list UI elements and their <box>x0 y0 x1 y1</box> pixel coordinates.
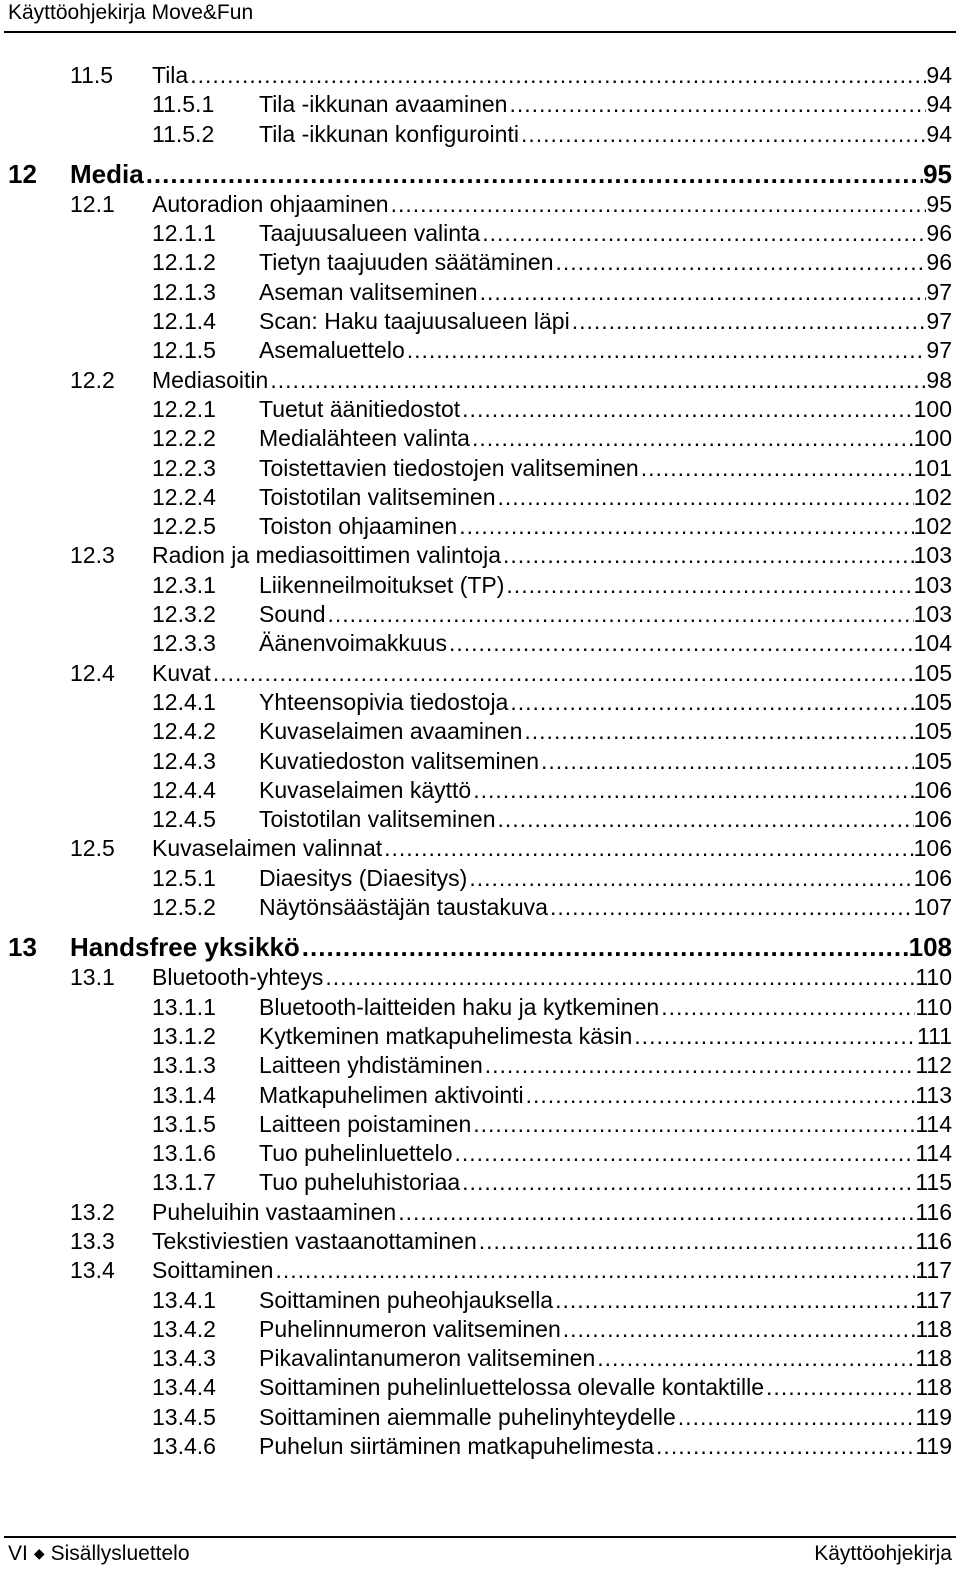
toc-page-number: 112 <box>915 1052 952 1079</box>
toc-row[interactable] <box>0 219 960 248</box>
toc-page-number: 107 <box>913 894 952 921</box>
toc-number: 12.5.1 <box>152 864 216 891</box>
toc-title: Matkapuhelimen aktivointi <box>259 1081 524 1108</box>
toc-dot-leader <box>213 659 914 688</box>
toc-dot-leader <box>459 512 913 541</box>
toc-page-number: 111 <box>917 1022 952 1049</box>
footer-page-label: VI <box>8 1542 28 1565</box>
toc-entry <box>259 1110 952 1139</box>
toc-row[interactable] <box>0 1227 960 1256</box>
toc-title: Scan: Haku taajuusalueen läpi <box>259 308 570 335</box>
toc-row[interactable] <box>0 1315 960 1344</box>
toc-entry <box>259 993 952 1022</box>
toc-page-number: 105 <box>913 659 952 686</box>
toc-row[interactable] <box>0 395 960 424</box>
toc-row[interactable] <box>0 1022 960 1051</box>
toc-dot-leader <box>572 307 927 336</box>
toc-number: 12.4.1 <box>152 688 216 715</box>
toc-row[interactable] <box>0 307 960 336</box>
toc-row[interactable] <box>0 1110 960 1139</box>
toc-row[interactable] <box>0 366 960 395</box>
toc-title: Aseman valitseminen <box>259 278 478 305</box>
toc-row[interactable] <box>0 1432 960 1461</box>
toc-number: 13.1 <box>70 964 115 991</box>
toc-title: Taajuusalueen valinta <box>259 220 481 247</box>
toc-row[interactable] <box>0 336 960 365</box>
toc-dot-leader <box>526 1081 916 1110</box>
toc-number: 12.4.3 <box>152 747 216 774</box>
toc-number: 12.5.2 <box>152 894 216 921</box>
toc-title: Puhelun siirtäminen matkapuhelimesta <box>259 1433 655 1460</box>
toc-entry <box>259 776 952 805</box>
toc-title: Mediasoitin <box>152 366 269 393</box>
toc-title: Näytönsäästäjän taustakuva <box>259 894 548 921</box>
toc-number: 12.1.3 <box>152 278 216 305</box>
toc-number: 12.1.1 <box>152 220 216 247</box>
toc-number: 12.2 <box>70 366 115 393</box>
toc-page-number: 119 <box>915 1433 952 1460</box>
toc-row[interactable] <box>0 600 960 629</box>
toc-number: 12.2.2 <box>152 425 216 452</box>
toc-dot-leader <box>482 219 926 248</box>
toc-row[interactable] <box>0 1051 960 1080</box>
toc-title: Asemaluettelo <box>259 337 405 364</box>
toc-entry <box>152 963 952 992</box>
toc-number: 12.1.5 <box>152 337 216 364</box>
toc-dot-leader <box>328 600 914 629</box>
toc-row[interactable] <box>0 1168 960 1197</box>
toc-row[interactable] <box>0 776 960 805</box>
toc-row[interactable] <box>0 1403 960 1432</box>
toc-row[interactable] <box>0 248 960 277</box>
toc-row[interactable] <box>0 688 960 717</box>
toc-number: 12.5 <box>70 835 115 862</box>
toc-number: 11.5 <box>70 62 114 88</box>
toc-title: Kuvaselaimen valinnat <box>152 835 383 862</box>
footer-right: Käyttöohjekirja <box>814 1542 952 1565</box>
toc-entry <box>259 248 952 277</box>
toc-entry <box>259 1432 952 1461</box>
toc-dot-leader <box>641 454 914 483</box>
toc-dot-leader <box>469 864 913 893</box>
toc-page-number: 105 <box>913 718 952 745</box>
toc-title: Tekstiviestien vastaanottaminen <box>152 1227 477 1254</box>
toc-row[interactable] <box>0 1373 960 1402</box>
toc-title: Kytkeminen matkapuhelimesta käsin <box>259 1022 633 1049</box>
toc-page-number: 116 <box>915 1227 952 1254</box>
toc-page-number: 106 <box>913 835 952 862</box>
toc-number: 13 <box>8 932 37 963</box>
toc-title: Soittaminen puheohjauksella <box>259 1286 554 1313</box>
toc-dot-leader <box>302 927 909 967</box>
toc-entry <box>259 1373 952 1402</box>
toc-page-number: 103 <box>913 571 952 598</box>
toc-number: 12.4.5 <box>152 806 216 833</box>
toc-row[interactable] <box>0 805 960 834</box>
toc-number: 12.4 <box>70 659 115 686</box>
toc-entry <box>259 120 952 149</box>
toc-page-number: 108 <box>908 932 952 963</box>
toc-title: Soittaminen <box>152 1257 274 1284</box>
toc-title: Pikavalintanumeron valitseminen <box>259 1345 596 1372</box>
toc-number: 12.2.3 <box>152 454 216 481</box>
toc-dot-leader <box>766 1373 915 1402</box>
toc-page-number: 118 <box>915 1345 952 1372</box>
toc-title: Tuo puheluhistoriaa <box>259 1169 461 1196</box>
toc-title: Medialähteen valinta <box>259 425 470 452</box>
toc-page-number: 119 <box>915 1403 952 1430</box>
toc-entry <box>259 1051 952 1080</box>
toc-number: 13.4.4 <box>152 1374 216 1401</box>
toc-number: 13.4.5 <box>152 1403 216 1430</box>
diamond-icon: ◆ <box>33 1545 45 1561</box>
toc-entry <box>152 1198 952 1227</box>
toc-entry <box>259 893 952 922</box>
toc-page-number: 95 <box>926 190 952 217</box>
toc-title: Laitteen yhdistäminen <box>259 1052 483 1079</box>
toc-entry <box>259 512 952 541</box>
toc-title: Tila <box>152 62 189 88</box>
toc-entry <box>259 1315 952 1344</box>
toc-row[interactable] <box>0 659 960 688</box>
toc-dot-leader <box>480 278 927 307</box>
toc-entry <box>152 541 952 570</box>
toc-title: Kuvaselaimen käyttö <box>259 776 472 803</box>
toc-title: Kuvaselaimen avaaminen <box>259 718 523 745</box>
toc-dot-leader <box>656 1432 915 1461</box>
toc-page-number: 102 <box>913 513 952 540</box>
toc-page-number: 110 <box>915 964 952 991</box>
toc-dot-leader <box>391 190 927 219</box>
toc-dot-leader <box>455 1139 916 1168</box>
toc-entry <box>259 1022 952 1051</box>
toc-number: 13.1.4 <box>152 1081 216 1108</box>
toc-row[interactable] <box>0 1198 960 1227</box>
toc-title: Toistettavien tiedostojen valitseminen <box>259 454 639 481</box>
toc-page-number: 106 <box>913 806 952 833</box>
toc-dot-leader <box>506 571 913 600</box>
toc-dot-leader <box>509 90 926 119</box>
toc-entry <box>259 278 952 307</box>
toc-row[interactable] <box>0 747 960 776</box>
toc-number: 12.3 <box>70 542 115 569</box>
toc-page-number: 100 <box>913 395 952 422</box>
toc-dot-leader <box>485 1051 916 1080</box>
toc-dot-leader <box>270 366 926 395</box>
toc-page-number: 105 <box>913 688 952 715</box>
toc-title: Puheluihin vastaaminen <box>152 1198 397 1225</box>
toc-number: 13.4.6 <box>152 1433 216 1460</box>
toc-row[interactable] <box>0 512 960 541</box>
toc-entry <box>259 1139 952 1168</box>
toc-title: Tila -ikkunan konfigurointi <box>259 120 519 147</box>
toc-page-number: 106 <box>913 864 952 891</box>
toc-number: 12.1 <box>70 190 115 217</box>
toc-dot-leader <box>563 1315 916 1344</box>
toc-number: 12.2.1 <box>152 395 216 422</box>
toc-title: Soittaminen puhelinluettelossa olevalle kontaktille <box>259 1374 765 1401</box>
toc-entry <box>259 1081 952 1110</box>
toc-title: Tila -ikkunan avaaminen <box>259 91 508 118</box>
toc-dot-leader <box>521 120 926 149</box>
toc-entry <box>259 629 952 658</box>
toc-number: 12.3.2 <box>152 601 216 628</box>
toc-title: Laitteen poistaminen <box>259 1110 472 1137</box>
toc-number: 12.3.1 <box>152 571 216 598</box>
toc-page-number: 103 <box>913 601 952 628</box>
toc-dot-leader <box>472 424 914 453</box>
toc-title: Kuvatiedoston valitseminen <box>259 747 539 774</box>
toc-entry <box>70 154 952 194</box>
toc-title: Tuetut äänitiedostot <box>259 395 461 422</box>
toc-entry <box>259 454 952 483</box>
toc-number: 12.1.4 <box>152 308 216 335</box>
toc-title: Sound <box>259 601 326 628</box>
toc-title: Diaesitys (Diaesitys) <box>259 864 468 891</box>
toc-number: 13.1.3 <box>152 1052 216 1079</box>
toc-row[interactable] <box>0 61 960 90</box>
toc-title: Toiston ohjaaminen <box>259 513 458 540</box>
toc-page-number: 94 <box>926 91 952 118</box>
toc-entry <box>259 483 952 512</box>
toc-number: 13.3 <box>70 1227 115 1254</box>
toc-row[interactable] <box>0 717 960 746</box>
toc-entry <box>259 1344 952 1373</box>
toc-page-number: 118 <box>915 1374 952 1401</box>
toc-title: Autoradion ohjaaminen <box>152 190 389 217</box>
toc-row[interactable] <box>0 90 960 119</box>
toc-row[interactable] <box>0 541 960 570</box>
toc-row[interactable] <box>0 424 960 453</box>
toc-entry <box>259 717 952 746</box>
toc-dot-leader <box>275 1256 915 1285</box>
toc-entry <box>152 1256 952 1285</box>
toc-dot-leader <box>398 1198 915 1227</box>
toc-page-number: 102 <box>913 483 952 510</box>
toc-number: 12 <box>8 158 37 189</box>
toc-dot-leader <box>190 61 926 90</box>
toc-entry <box>152 61 952 90</box>
toc-number: 12.2.4 <box>152 483 216 510</box>
toc-dot-leader <box>541 747 914 776</box>
toc-row[interactable] <box>0 893 960 922</box>
toc-dot-leader <box>556 248 927 277</box>
toc-entry <box>259 90 952 119</box>
toc-number: 13.1.6 <box>152 1140 216 1167</box>
footer-left <box>8 1540 190 1569</box>
toc-entry <box>259 336 952 365</box>
toc-page-number: 110 <box>915 993 952 1020</box>
toc-number: 13.2 <box>70 1198 115 1225</box>
toc-dot-leader <box>524 717 913 746</box>
toc-page-number: 113 <box>915 1081 952 1108</box>
toc-dot-leader <box>498 483 914 512</box>
toc-title: Kuvat <box>152 659 211 686</box>
toc-title: Toistotilan valitseminen <box>259 806 496 833</box>
toc-page-number: 97 <box>926 337 952 364</box>
toc-dot-leader <box>661 993 915 1022</box>
toc-number: 12.4.2 <box>152 718 216 745</box>
toc-row[interactable] <box>0 1286 960 1315</box>
toc-number: 12.1.2 <box>152 249 216 276</box>
toc-entry <box>259 219 952 248</box>
toc-number: 12.2.5 <box>152 513 216 540</box>
toc-page-number: 96 <box>926 249 952 276</box>
toc-dot-leader <box>473 776 913 805</box>
toc-title: Handsfree yksikkö <box>70 932 300 963</box>
toc-page-number: 115 <box>915 1169 952 1196</box>
toc-row[interactable] <box>0 834 960 863</box>
toc-page-number: 105 <box>913 747 952 774</box>
toc-entry <box>152 1227 952 1256</box>
toc-row[interactable] <box>0 120 960 149</box>
toc-title: Toistotilan valitseminen <box>259 483 496 510</box>
toc-title: Soittaminen aiemmalle puhelinyhteydelle <box>259 1403 676 1430</box>
toc-page-number: 95 <box>923 158 952 189</box>
table-of-contents <box>0 61 960 1461</box>
toc-title: Bluetooth-laitteiden haku ja kytkeminen <box>259 993 660 1020</box>
toc-chapter-row[interactable] <box>0 927 960 963</box>
toc-page-number: 103 <box>913 542 952 569</box>
toc-number: 13.4.2 <box>152 1315 216 1342</box>
toc-dot-leader <box>407 336 927 365</box>
toc-title: Bluetooth-yhteys <box>152 964 324 991</box>
toc-row[interactable] <box>0 190 960 219</box>
toc-title: Tietyn taajuuden säätäminen <box>259 249 554 276</box>
toc-number: 13.4.1 <box>152 1286 216 1313</box>
toc-dot-leader <box>510 688 913 717</box>
toc-dot-leader <box>550 893 914 922</box>
toc-dot-leader <box>555 1286 915 1315</box>
toc-number: 12.3.3 <box>152 630 216 657</box>
toc-page-number: 104 <box>913 630 952 657</box>
toc-page-number: 94 <box>926 120 952 147</box>
toc-page-number: 101 <box>913 454 952 481</box>
toc-page-number: 118 <box>915 1315 952 1342</box>
toc-dot-leader <box>462 395 913 424</box>
toc-entry <box>259 600 952 629</box>
toc-page-number: 100 <box>913 425 952 452</box>
toc-title: Yhteensopivia tiedostoja <box>259 688 509 715</box>
toc-row[interactable] <box>0 278 960 307</box>
toc-number: 12.4.4 <box>152 776 216 803</box>
toc-page-number: 117 <box>915 1286 952 1313</box>
toc-dot-leader <box>449 629 914 658</box>
toc-dot-leader <box>597 1344 915 1373</box>
toc-row[interactable] <box>0 1256 960 1285</box>
toc-entry <box>259 307 952 336</box>
toc-dot-leader <box>325 963 915 992</box>
toc-dot-leader <box>473 1110 915 1139</box>
toc-row[interactable] <box>0 1344 960 1373</box>
header-divider <box>4 31 956 33</box>
toc-page-number: 117 <box>915 1257 952 1284</box>
toc-number: 13.4.3 <box>152 1345 216 1372</box>
toc-entry <box>259 424 952 453</box>
toc-page-number: 116 <box>915 1198 952 1225</box>
footer-section: Sisällysluettelo <box>50 1542 190 1565</box>
toc-page-number: 96 <box>926 220 952 247</box>
toc-title: Puhelinnumeron valitseminen <box>259 1315 561 1342</box>
toc-entry <box>152 659 952 688</box>
toc-page-number: 114 <box>915 1140 952 1167</box>
toc-entry <box>259 805 952 834</box>
toc-dot-leader <box>146 154 923 194</box>
toc-title: Liikenneilmoitukset (TP) <box>259 571 505 598</box>
toc-number: 11.5.2 <box>152 120 215 147</box>
toc-entry <box>259 395 952 424</box>
toc-row[interactable] <box>0 1139 960 1168</box>
toc-page-number: 97 <box>926 308 952 335</box>
toc-title: Tuo puhelinluettelo <box>259 1140 453 1167</box>
toc-row[interactable] <box>0 454 960 483</box>
page-header-title: Käyttöohjekirja Move&Fun <box>8 1 254 24</box>
toc-page-number: 114 <box>915 1110 952 1137</box>
toc-dot-leader <box>384 834 913 863</box>
toc-row[interactable] <box>0 629 960 658</box>
toc-row[interactable] <box>0 571 960 600</box>
toc-number: 11.5.1 <box>152 91 215 118</box>
toc-page-number: 94 <box>926 62 952 88</box>
toc-entry <box>70 927 952 967</box>
toc-number: 13.1.5 <box>152 1110 216 1137</box>
toc-chapter-row[interactable] <box>0 154 960 190</box>
toc-number: 13.1.1 <box>152 993 216 1020</box>
toc-dot-leader <box>634 1022 917 1051</box>
toc-page-number: 98 <box>926 366 952 393</box>
toc-row[interactable] <box>0 1081 960 1110</box>
toc-page-number: 106 <box>913 776 952 803</box>
toc-title: Media <box>70 158 144 189</box>
toc-row[interactable] <box>0 963 960 992</box>
toc-row[interactable] <box>0 993 960 1022</box>
toc-number: 13.1.7 <box>152 1169 216 1196</box>
toc-dot-leader <box>498 805 914 834</box>
toc-page-number: 97 <box>926 278 952 305</box>
toc-entry <box>259 688 952 717</box>
toc-entry <box>152 366 952 395</box>
footer-divider <box>4 1536 956 1538</box>
toc-entry <box>259 747 952 776</box>
toc-dot-leader <box>479 1227 916 1256</box>
toc-dot-leader <box>503 541 914 570</box>
toc-dot-leader <box>462 1168 915 1197</box>
toc-entry <box>152 190 952 219</box>
toc-entry <box>259 1286 952 1315</box>
toc-dot-leader <box>678 1403 916 1432</box>
toc-entry <box>259 864 952 893</box>
toc-row[interactable] <box>0 483 960 512</box>
toc-number: 13.1.2 <box>152 1022 216 1049</box>
toc-title: Äänenvoimakkuus <box>259 630 447 657</box>
toc-entry <box>259 571 952 600</box>
toc-row[interactable] <box>0 864 960 893</box>
toc-number: 13.4 <box>70 1257 115 1284</box>
toc-title: Radion ja mediasoittimen valintoja <box>152 542 502 569</box>
toc-entry <box>259 1403 952 1432</box>
toc-entry <box>259 1168 952 1197</box>
toc-entry <box>152 834 952 863</box>
